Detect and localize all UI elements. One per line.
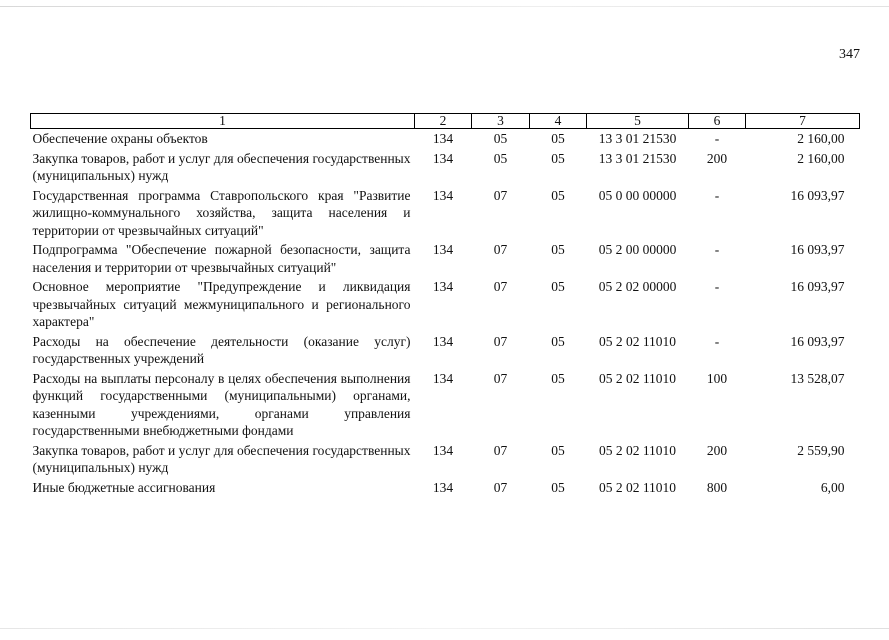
column-header: 1	[31, 114, 415, 129]
row-target-code: 05 2 02 11010	[598, 333, 677, 349]
row-section-code: 05	[493, 131, 508, 146]
scan-top-edge	[0, 6, 889, 7]
row-sum: 16 093,97	[790, 279, 845, 294]
row-ministry-code: 134	[432, 131, 454, 146]
row-target-code: 05 2 02 11010	[598, 370, 677, 386]
table-row	[31, 241, 860, 278]
row-expense-type: 200	[706, 150, 728, 166]
row-ministry-code: 134	[432, 187, 454, 203]
table-row	[31, 150, 860, 187]
table-row	[31, 333, 860, 370]
row-target-code: 05 0 00 00000	[598, 187, 677, 203]
row-target-code: 13 3 01 21530	[598, 150, 677, 166]
column-header: 3	[472, 114, 530, 129]
row-name: Закупка товаров, работ и услуг для обеспечения государственных (муниципальных) нужд	[32, 150, 411, 183]
row-subsection-code: 05	[551, 187, 565, 203]
row-target-code: 05 2 02 11010	[598, 442, 677, 458]
row-section-code: 07	[493, 479, 508, 495]
row-name: Расходы на обеспечение деятельности (оказание услуг) государственных учреждений	[32, 333, 411, 366]
row-sum: 16 093,97	[790, 242, 845, 257]
column-header: 6	[689, 114, 746, 129]
row-name: Закупка товаров, работ и услуг для обеспечения государственных (муниципальных) нужд	[32, 442, 411, 475]
row-section-code: 07	[493, 370, 508, 386]
row-subsection-code: 05	[551, 370, 565, 386]
page-number: 347	[839, 47, 860, 62]
row-section-code: 07	[493, 187, 508, 203]
row-expense-type: -	[714, 187, 720, 203]
table-row	[31, 187, 860, 242]
row-section-code: 07	[493, 279, 508, 294]
row-expense-type: -	[714, 131, 720, 146]
row-sum: 13 528,07	[790, 370, 845, 386]
row-name: Обеспечение охраны объектов	[32, 131, 208, 146]
row-sum: 2 160,00	[797, 150, 845, 166]
row-section-code: 07	[493, 442, 508, 458]
row-sum: 2 559,90	[797, 442, 845, 458]
row-section-code: 07	[493, 242, 508, 257]
row-expense-type: -	[714, 279, 720, 294]
row-name: Основное мероприятие "Предупреждение и ликвидация чрезвычайных ситуаций межмуниципального и регионального характера"	[32, 279, 411, 329]
table-header-row	[31, 114, 860, 129]
row-ministry-code: 134	[432, 242, 454, 257]
row-expense-type: 200	[706, 442, 728, 458]
row-section-code: 05	[493, 150, 508, 166]
row-subsection-code: 05	[551, 131, 565, 146]
row-expense-type: 100	[706, 370, 728, 386]
row-subsection-code: 05	[551, 442, 565, 458]
row-subsection-code: 05	[551, 150, 565, 166]
row-sum: 16 093,97	[790, 333, 845, 349]
row-ministry-code: 134	[432, 279, 454, 294]
row-ministry-code: 134	[432, 479, 454, 495]
row-name: Иные бюджетные ассигнования	[32, 479, 216, 495]
row-expense-type: -	[714, 242, 720, 257]
row-ministry-code: 134	[432, 370, 454, 386]
row-sum: 16 093,97	[790, 187, 845, 203]
row-subsection-code: 05	[551, 479, 565, 495]
row-section-code: 07	[493, 333, 508, 349]
row-name: Расходы на выплаты персоналу в целях обеспечения выполнения функций государственными (муниципальными) органами, казенными учреждениями, органами управления государственными внебюджетными фондами	[32, 370, 411, 438]
column-header: 2	[415, 114, 472, 129]
row-ministry-code: 134	[432, 150, 454, 166]
column-header: 5	[587, 114, 689, 129]
row-subsection-code: 05	[551, 279, 565, 294]
row-sum: 6,00	[820, 479, 845, 495]
row-subsection-code: 05	[551, 242, 565, 257]
row-name: Подпрограмма "Обеспечение пожарной безопасности, защита населения и территории от чрезвычайных ситуаций"	[32, 242, 411, 275]
budget-table	[30, 113, 860, 498]
scan-bottom-edge	[0, 628, 889, 629]
table-row	[31, 370, 860, 442]
row-expense-type: -	[714, 333, 720, 349]
table-row	[31, 278, 860, 333]
row-name: Государственная программа Ставропольского края "Развитие жилищно-коммунального хозяйства, защита населения и территории от чрезвычайных ситуаций"	[32, 187, 411, 238]
row-target-code: 05 2 02 11010	[598, 479, 677, 495]
table-row	[31, 442, 860, 479]
table-row	[31, 129, 860, 150]
row-target-code: 13 3 01 21530	[598, 131, 677, 146]
row-target-code: 05 2 02 00000	[598, 279, 677, 294]
row-ministry-code: 134	[432, 442, 454, 458]
row-ministry-code: 134	[432, 333, 454, 349]
column-header: 4	[530, 114, 587, 129]
row-target-code: 05 2 00 00000	[598, 242, 677, 257]
table-row	[31, 479, 860, 499]
row-expense-type: 800	[706, 479, 728, 495]
row-sum: 2 160,00	[797, 131, 845, 146]
row-subsection-code: 05	[551, 333, 565, 349]
column-header: 7	[746, 114, 860, 129]
